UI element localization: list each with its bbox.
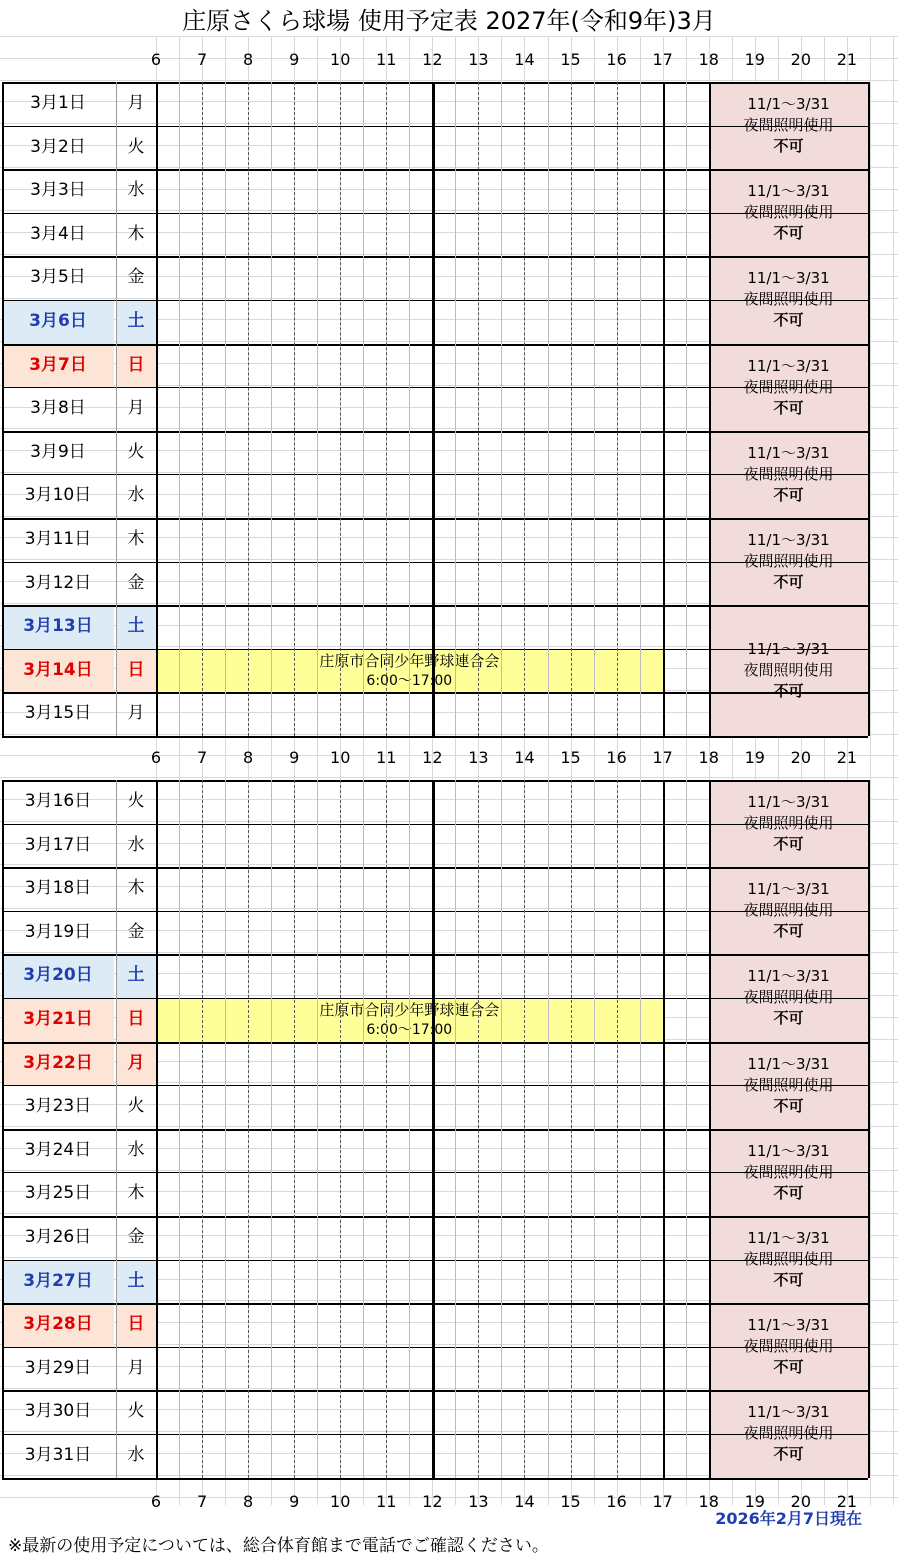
weekday-cell: 月 xyxy=(116,1042,156,1086)
notice-line: 11/1～3/31 xyxy=(747,95,830,114)
notice-line: 不可 xyxy=(773,573,804,592)
notice-line: 11/1～3/31 xyxy=(747,356,830,375)
hour-label: 21 xyxy=(836,748,858,767)
page-title: 庄原さくら球場 使用予定表 2027年(令和9年)3月 xyxy=(182,7,716,35)
hour-label: 11 xyxy=(376,748,397,767)
grid-line xyxy=(156,82,158,736)
date-cell: 3月9日 xyxy=(30,441,86,462)
night-lighting-notice xyxy=(709,605,868,736)
grid-line xyxy=(594,780,595,1478)
date-cell: 3月22日 xyxy=(2,1042,114,1086)
notice-line: 不可 xyxy=(773,1271,804,1290)
grid-line xyxy=(340,82,341,736)
notice-line: 不可 xyxy=(773,1009,804,1028)
weekday-cell: 土 xyxy=(116,300,156,344)
hour-label: 18 xyxy=(698,50,719,69)
grid-line xyxy=(478,780,479,1478)
hour-label: 8 xyxy=(243,1492,254,1511)
notice-line: 不可 xyxy=(773,1358,804,1377)
date-cell: 3月1日 xyxy=(30,93,86,113)
grid-line xyxy=(870,36,871,1505)
notice-line: 不可 xyxy=(773,1096,804,1115)
date-cell: 3月20日 xyxy=(2,954,114,998)
hour-label: 17 xyxy=(652,748,673,767)
hour-label: 18 xyxy=(698,1492,719,1511)
hour-label: 14 xyxy=(514,1492,535,1511)
notice-line: 夜間照明使用 xyxy=(743,203,834,222)
hour-label: 8 xyxy=(243,748,254,767)
hour-label: 19 xyxy=(744,1492,765,1511)
notice-line: 11/1～3/31 xyxy=(747,880,830,899)
date-cell: 3月28日 xyxy=(2,1303,114,1347)
notice-line: 不可 xyxy=(773,922,804,941)
event-time: 6:00～17:00 xyxy=(366,1021,453,1038)
hour-label: 15 xyxy=(560,1492,581,1511)
weekday-cell: 木 xyxy=(127,878,145,899)
grid-line xyxy=(317,82,318,736)
notice-line: 11/1～3/31 xyxy=(747,640,830,659)
weekday-cell: 日 xyxy=(116,998,156,1042)
grid-line xyxy=(594,82,595,736)
grid-line xyxy=(686,780,687,1478)
grid-line xyxy=(0,36,898,37)
notice-line: 夜間照明使用 xyxy=(743,464,834,483)
hour-label: 15 xyxy=(560,50,581,69)
footer-note: ※最新の使用予定については、総合体育館まで電話でご確認ください。 xyxy=(8,1536,549,1556)
hour-label: 8 xyxy=(243,50,254,69)
grid-line xyxy=(2,1478,868,1480)
grid-line xyxy=(294,780,295,1478)
grid-line xyxy=(271,82,272,736)
grid-line xyxy=(548,780,549,1478)
notice-line: 夜間照明使用 xyxy=(743,814,834,833)
weekday-cell: 金 xyxy=(127,267,145,288)
grid-line xyxy=(202,780,203,1478)
hour-label: 11 xyxy=(376,1492,397,1511)
weekday-cell: 金 xyxy=(127,921,145,942)
as-of-date: 2026年2月7日現在 xyxy=(715,1509,862,1528)
notice-line: 夜間照明使用 xyxy=(743,377,834,396)
grid-line xyxy=(501,82,502,736)
hour-label: 16 xyxy=(606,748,627,767)
notice-line: 11/1～3/31 xyxy=(747,793,830,812)
notice-line: 夜間照明使用 xyxy=(743,290,834,309)
notice-line: 夜間照明使用 xyxy=(743,1250,834,1269)
notice-line: 夜間照明使用 xyxy=(743,661,834,680)
hour-label: 9 xyxy=(289,748,300,767)
grid-line xyxy=(709,780,711,1478)
hour-label: 18 xyxy=(698,748,719,767)
date-cell: 3月5日 xyxy=(30,267,86,288)
hour-label: 21 xyxy=(836,50,858,69)
weekday-cell: 火 xyxy=(127,1401,145,1422)
grid-line xyxy=(409,82,410,736)
hour-label: 20 xyxy=(790,50,811,69)
date-cell: 3月2日 xyxy=(30,136,86,157)
hour-label: 19 xyxy=(744,50,765,69)
date-cell: 3月26日 xyxy=(24,1227,92,1247)
notice-line: 夜間照明使用 xyxy=(743,1337,834,1356)
grid-line xyxy=(317,780,318,1478)
notice-line: 不可 xyxy=(773,224,804,243)
notice-line: 11/1～3/31 xyxy=(747,443,830,462)
grid-line xyxy=(116,82,117,736)
grid-line xyxy=(225,82,226,736)
date-cell: 3月14日 xyxy=(2,649,114,693)
grid-line xyxy=(0,80,898,81)
grid-line xyxy=(386,780,387,1478)
grid-line xyxy=(709,82,711,736)
weekday-cell: 月 xyxy=(127,398,145,419)
grid-line xyxy=(248,780,249,1478)
weekday-cell: 水 xyxy=(127,485,145,506)
weekday-cell: 月 xyxy=(127,93,145,113)
notice-line: 11/1～3/31 xyxy=(747,1316,830,1335)
weekday-cell: 木 xyxy=(127,529,145,549)
grid-line xyxy=(432,82,435,736)
grid-line xyxy=(363,82,364,736)
date-cell: 3月19日 xyxy=(24,921,92,942)
notice-line: 夜間照明使用 xyxy=(743,116,834,135)
hour-label: 14 xyxy=(514,50,535,69)
hour-label: 13 xyxy=(468,1492,489,1511)
hour-label: 17 xyxy=(652,50,673,69)
hour-label: 14 xyxy=(514,748,535,767)
hour-label: 16 xyxy=(606,50,627,69)
grid-line xyxy=(2,82,4,736)
grid-line xyxy=(893,36,894,1505)
grid-line xyxy=(524,780,525,1478)
weekday-cell: 火 xyxy=(127,1096,145,1117)
date-cell: 3月13日 xyxy=(2,605,114,649)
weekday-cell: 木 xyxy=(127,1183,145,1204)
notice-line: 夜間照明使用 xyxy=(743,1075,834,1094)
grid-line xyxy=(868,82,870,736)
hour-label: 13 xyxy=(468,50,489,69)
date-cell: 3月23日 xyxy=(24,1096,92,1117)
event-time: 6:00～17:00 xyxy=(366,672,453,689)
hour-label: 11 xyxy=(376,50,397,69)
grid-line xyxy=(617,82,618,736)
hour-label: 13 xyxy=(468,748,489,767)
hour-label: 12 xyxy=(422,748,443,767)
grid-line xyxy=(225,780,226,1478)
notice-line: 不可 xyxy=(773,398,804,417)
grid-line xyxy=(686,82,687,736)
hour-label: 21 xyxy=(836,1492,858,1511)
grid-line xyxy=(432,780,435,1478)
date-cell: 3月7日 xyxy=(2,344,114,388)
date-cell: 3月29日 xyxy=(24,1357,92,1378)
weekday-cell: 水 xyxy=(127,1445,145,1465)
notice-line: 11/1～3/31 xyxy=(747,967,830,986)
date-cell: 3月24日 xyxy=(24,1139,92,1160)
grid-line xyxy=(478,82,479,736)
notice-line: 11/1～3/31 xyxy=(747,182,830,201)
hour-label: 9 xyxy=(289,50,300,69)
grid-line xyxy=(548,82,549,736)
grid-line xyxy=(179,82,180,736)
grid-line xyxy=(640,780,641,1478)
hour-label: 15 xyxy=(560,748,581,767)
date-cell: 3月16日 xyxy=(24,791,92,811)
hour-label: 6 xyxy=(150,50,162,69)
notice-line: 不可 xyxy=(773,1445,804,1464)
notice-line: 夜間照明使用 xyxy=(743,988,834,1007)
hour-label: 6 xyxy=(150,1492,162,1511)
date-cell: 3月31日 xyxy=(24,1445,92,1465)
weekday-cell: 日 xyxy=(116,344,156,388)
notice-line: 11/1～3/31 xyxy=(747,269,830,288)
event-name: 庄原市合同少年野球連合会 xyxy=(319,1000,500,1019)
grid-line xyxy=(202,82,203,736)
hour-label: 10 xyxy=(330,748,351,767)
weekday-cell: 水 xyxy=(127,1139,145,1160)
date-cell: 3月30日 xyxy=(24,1401,92,1422)
hour-label: 10 xyxy=(330,50,351,69)
hour-label: 7 xyxy=(196,50,208,69)
weekday-cell: 月 xyxy=(127,703,145,724)
weekday-cell: 土 xyxy=(116,605,156,649)
grid-line xyxy=(663,82,665,736)
notice-line: 11/1～3/31 xyxy=(747,1141,830,1160)
hour-label: 19 xyxy=(744,748,765,767)
notice-line: 夜間照明使用 xyxy=(743,552,834,571)
grid-line xyxy=(363,780,364,1478)
weekday-cell: 月 xyxy=(127,1357,145,1378)
hour-label: 12 xyxy=(422,50,443,69)
grid-line xyxy=(868,780,870,1478)
grid-line xyxy=(640,82,641,736)
grid-line xyxy=(0,777,898,778)
weekday-cell: 日 xyxy=(116,649,156,693)
weekday-cell: 水 xyxy=(127,180,145,201)
grid-line xyxy=(340,780,341,1478)
notice-line: 不可 xyxy=(773,137,804,156)
grid-line xyxy=(248,82,249,736)
grid-line xyxy=(179,780,180,1478)
notice-line: 不可 xyxy=(773,311,804,330)
weekday-cell: 火 xyxy=(127,136,145,157)
hour-label: 7 xyxy=(196,748,208,767)
grid-line xyxy=(455,82,456,736)
date-cell: 3月3日 xyxy=(30,180,86,201)
notice-line: 夜間照明使用 xyxy=(743,1162,834,1181)
grid-line xyxy=(663,780,665,1478)
weekday-cell: 金 xyxy=(127,1227,145,1247)
grid-line xyxy=(455,780,456,1478)
hour-label: 10 xyxy=(330,1492,351,1511)
date-cell: 3月15日 xyxy=(24,703,92,724)
notice-line: 夜間照明使用 xyxy=(743,1424,834,1443)
notice-line: 不可 xyxy=(773,1183,804,1202)
date-cell: 3月12日 xyxy=(24,572,92,593)
weekday-cell: 水 xyxy=(127,834,145,855)
hour-label: 6 xyxy=(150,748,162,767)
grid-line xyxy=(156,780,158,1478)
notice-line: 11/1～3/31 xyxy=(747,1403,830,1422)
grid-line xyxy=(501,780,502,1478)
grid-line xyxy=(386,82,387,736)
date-cell: 3月27日 xyxy=(2,1260,114,1304)
date-cell: 3月8日 xyxy=(30,398,86,419)
grid-line xyxy=(409,780,410,1478)
notice-line: 不可 xyxy=(773,682,804,701)
date-cell: 3月4日 xyxy=(30,223,86,244)
grid-line xyxy=(571,82,572,736)
notice-line: 不可 xyxy=(773,835,804,854)
date-cell: 3月11日 xyxy=(24,529,92,549)
date-cell: 3月21日 xyxy=(2,998,114,1042)
grid-line xyxy=(294,82,295,736)
date-cell: 3月17日 xyxy=(24,834,92,855)
weekday-cell: 金 xyxy=(127,572,145,593)
hour-label: 7 xyxy=(196,1492,208,1511)
weekday-cell: 日 xyxy=(116,1303,156,1347)
hour-label: 20 xyxy=(790,748,811,767)
hour-label: 20 xyxy=(790,1492,811,1511)
date-cell: 3月25日 xyxy=(24,1183,92,1204)
notice-line: 11/1～3/31 xyxy=(747,1054,830,1073)
weekday-cell: 木 xyxy=(127,223,145,244)
notice-line: 夜間照明使用 xyxy=(743,901,834,920)
date-cell: 3月6日 xyxy=(2,300,114,344)
notice-line: 不可 xyxy=(773,485,804,504)
weekday-cell: 土 xyxy=(116,1260,156,1304)
notice-line: 11/1～3/31 xyxy=(747,1229,830,1248)
grid-line xyxy=(571,780,572,1478)
hour-label: 17 xyxy=(652,1492,673,1511)
date-cell: 3月18日 xyxy=(24,878,92,899)
grid-line xyxy=(271,780,272,1478)
notice-line: 11/1～3/31 xyxy=(747,531,830,550)
grid-line xyxy=(2,736,868,738)
hour-label: 12 xyxy=(422,1492,443,1511)
weekday-cell: 火 xyxy=(127,441,145,462)
weekday-cell: 土 xyxy=(116,954,156,998)
weekday-cell: 火 xyxy=(127,791,145,811)
date-cell: 3月10日 xyxy=(24,485,92,506)
grid-line xyxy=(2,780,4,1478)
grid-line xyxy=(617,780,618,1478)
grid-line xyxy=(524,82,525,736)
hour-label: 9 xyxy=(289,1492,300,1511)
grid-line xyxy=(116,780,117,1478)
hour-label: 16 xyxy=(606,1492,627,1511)
event-name: 庄原市合同少年野球連合会 xyxy=(319,651,500,670)
